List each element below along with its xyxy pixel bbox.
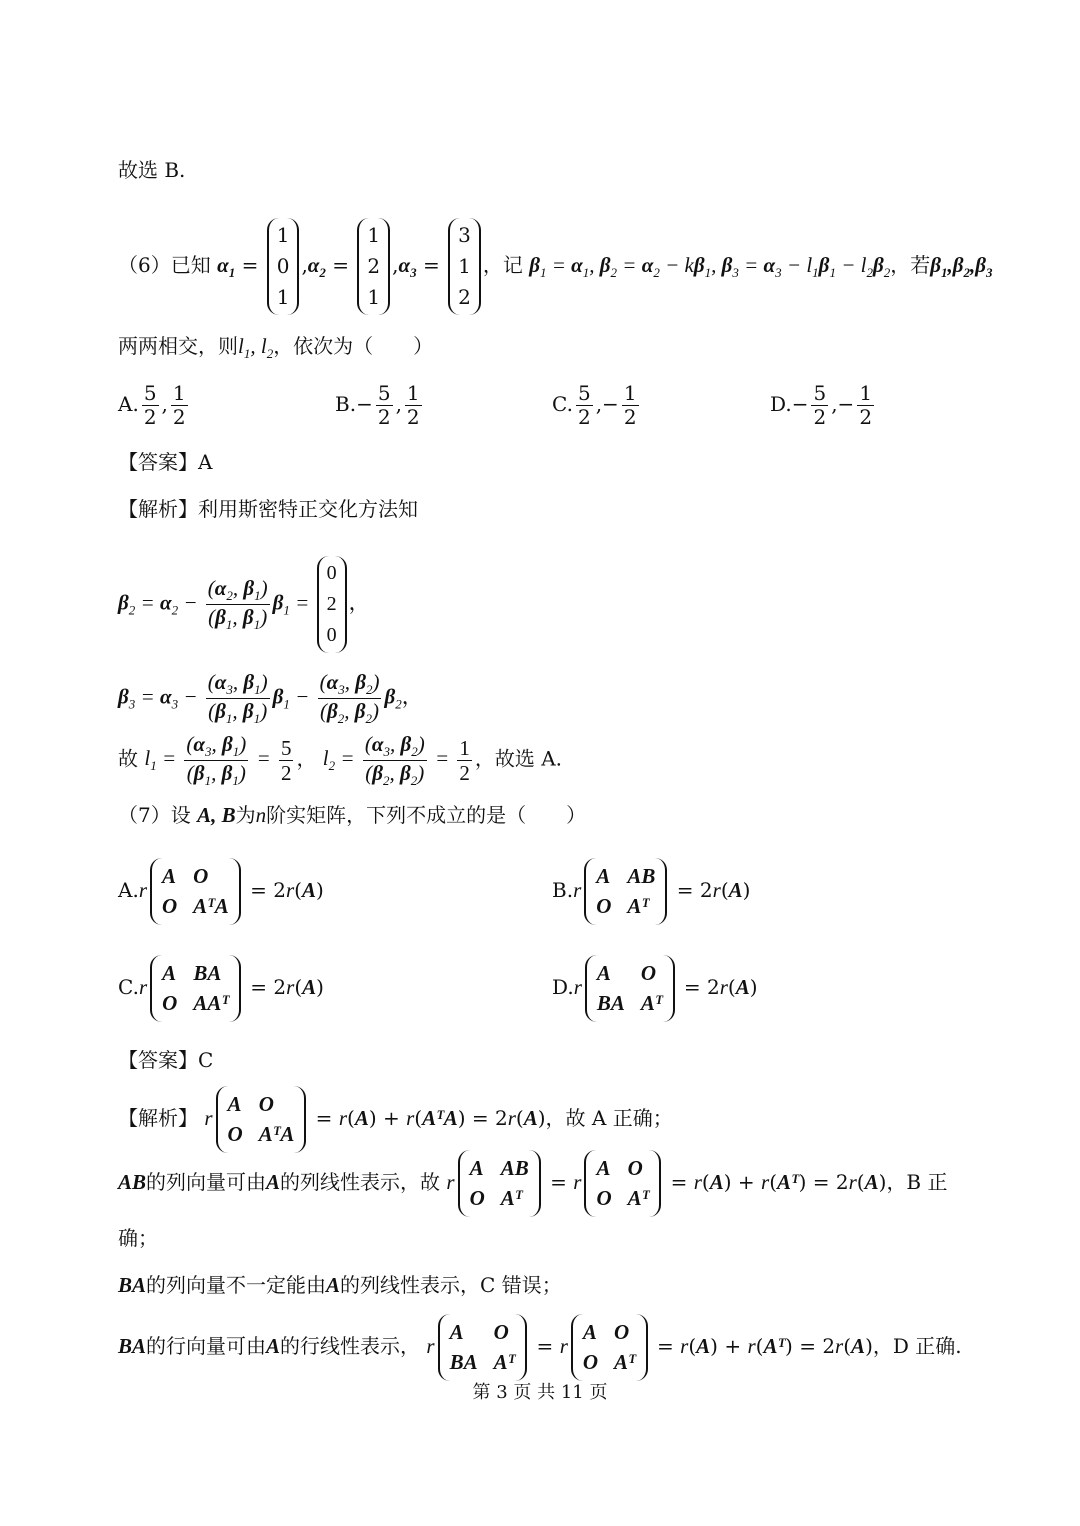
q6-analysis-intro — [118, 497, 418, 521]
alpha2-entry: 1 — [367, 285, 381, 309]
q6-stem-record: ，记 — [482, 253, 523, 277]
q7-a-line: ，故 A 正确； — [545, 1105, 673, 1130]
q7-analysis-a: 【解析】 r A O O AᵀA = r(A) + r(AᵀA) = 2r(A)，故 A 正确； — [118, 1086, 673, 1153]
q7-stem-pre: 设 — [170, 803, 191, 827]
q7-analysis-d: BA的行向量可由A的行线性表示， r A O BA Aᵀ = r A O O Aᵀ = r(A) + r(Aᵀ) = 2r(A)，D 正确. — [118, 1314, 962, 1381]
option-label: D. — [552, 974, 574, 999]
l1-l2-symbols: $l_1$, $l_2$ — [238, 334, 274, 362]
alpha2-vector — [357, 218, 390, 315]
q7-option-d: D.r A O BA Aᵀ = 2r(A) — [552, 955, 758, 1022]
q7-c-line-tail: 的列线性表示，C 错误； — [340, 1273, 562, 1297]
q7-b-line-pre: 的列向量可由 — [146, 1169, 267, 1194]
q7-option-a: A.r A O O AᵀA = 2r(A) — [118, 858, 324, 925]
option-label: C. — [118, 974, 139, 999]
q6-stem-line1: （6）已知 $\alpha_1$ = 1 0 1 $,\alpha_2$ = 1 2 1 $,\alpha_3$ = 3 1 2 ，记 $\beta_1 = \alpha_1$, $\beta_2 = \alpha_2 - k\beta_1$, $\beta_3 = \alpha_3 - l_1\beta_1 - l_2\beta_2$，若$\beta_1,\beta_2,\beta_3$ — [118, 218, 993, 315]
q7-number: （7） — [118, 803, 171, 827]
option-label: B. — [335, 392, 357, 416]
q7-b-line-tail: ，B 正 — [886, 1169, 948, 1194]
beta-definitions: $\beta_1 = \alpha_1$, $\beta_2 = \alpha_2 - k\beta_1$, $\beta_3 = \alpha_3 - l_1\beta_1 - l_2\beta_2$ — [529, 253, 891, 281]
alpha3-entry: 2 — [458, 285, 471, 309]
q6-stem-line2-tail: ，依次为（ ） — [273, 334, 434, 358]
alpha3-vector — [448, 218, 481, 315]
q6-number: （6） — [118, 253, 171, 277]
alpha2-entry: 2 — [367, 254, 381, 278]
option-matrix: A O O AᵀA — [150, 858, 241, 925]
q7-d-line-pre: 的行向量可由 — [146, 1333, 267, 1358]
beta2-entry: 2 — [326, 593, 337, 615]
answer-value: C — [198, 1048, 214, 1072]
analysis-intro-text: 利用斯密特正交化方法知 — [198, 497, 418, 521]
option-matrix: A AB O Aᵀ — [584, 858, 667, 925]
q6-stem-intro: 已知 — [170, 253, 211, 277]
option-label: D. — [770, 392, 792, 416]
alpha1-entry: 0 — [276, 254, 290, 278]
prev-conclusion — [118, 158, 185, 182]
answer-tag: 【答案】 — [118, 450, 198, 474]
q7-analysis-b: AB的列向量可由A的列线性表示，故 r A AB O Aᵀ = r A O O Aᵀ = r(A) + r(Aᵀ) = 2r(A)，B 正 — [118, 1150, 948, 1217]
q7-d-line-tail: ，D 正确. — [872, 1333, 962, 1358]
q6-stem-if: ，若 — [890, 253, 931, 277]
q6-stem-line2 — [118, 334, 433, 362]
alpha1-symbol: $\alpha_1$ — [217, 253, 236, 281]
option-label: A. — [118, 877, 139, 902]
q7-analysis-b-cont — [118, 1226, 158, 1250]
analysis-tag: 【解析】 — [118, 497, 198, 521]
alpha2-symbol: $\alpha_2$ — [307, 253, 326, 281]
option-label: A. — [118, 392, 139, 416]
answer-tag: 【答案】 — [118, 1048, 198, 1072]
alpha2-entry: 1 — [367, 223, 381, 247]
q7-c-line-pre: 的列向量不一定能由 — [146, 1273, 327, 1297]
q6-option-c: C. $\frac{5}{2}$ ,− $\frac{1}{2}$ — [552, 381, 637, 429]
alpha3-symbol: $\alpha_3$ — [398, 253, 417, 281]
q7-stem-mid: 为 — [235, 803, 256, 827]
q7-stem: （7）设 A, B为n阶实矩阵，下列不成立的是（ ） — [118, 803, 587, 827]
alpha1-entry: 1 — [276, 285, 290, 309]
beta-set: $\beta_1,\beta_2,\beta_3$ — [930, 253, 993, 281]
q7-b-line-cont: 确； — [118, 1226, 158, 1250]
option-matrix: A BA O AAᵀ — [150, 955, 241, 1022]
q6-option-b: B.− $\frac{5}{2}$ , $\frac{1}{2}$ — [335, 381, 420, 429]
q7-b-line-mid: 的列线性表示，故 — [280, 1169, 441, 1194]
q7-analysis-c: BA的列向量不一定能由A的列线性表示，C 错误； — [118, 1273, 562, 1297]
beta2-entry: 0 — [326, 624, 337, 646]
alpha1-entry: 1 — [276, 223, 290, 247]
answer-value: A — [198, 450, 213, 474]
analysis-tag: 【解析】 — [118, 1105, 198, 1130]
q7-stem-post: 阶实矩阵，下列不成立的是（ ） — [266, 803, 587, 827]
conclusion-prefix: 故 — [118, 746, 138, 771]
q6-stem-line2-text: 两两相交，则 — [118, 334, 238, 358]
alpha3-entry: 1 — [458, 254, 471, 278]
q6-conclusion: 故 $l_1$ = $\frac{(\alpha_3, \beta_1)}{(\beta_1, \beta_1)}$ = $\frac{5}{2}$ ， $l_2$ = $\frac{(\alpha_3, \beta_2)}{(\beta_2, \beta_2)}$ = $\frac{1}{2}$ ，故选 A. — [118, 732, 563, 789]
option-label: C. — [552, 392, 573, 416]
option-label: B. — [552, 877, 574, 902]
beta3-formula: $\beta_3 = \alpha_3$ − $\frac{(\alpha_3, \beta_1)}{(\beta_1, \beta_1)}$ $\beta_1$ − $\frac{(\alpha_3, \beta_2)}{(\beta_2, \beta_2)}$ $\beta_2$， — [118, 670, 423, 727]
q7-answer — [118, 1048, 213, 1072]
q7-option-c: C.r A BA O AAᵀ = 2r(A) — [118, 955, 324, 1022]
beta2-entry: 0 — [326, 562, 337, 584]
prev-conclusion-text: 故选 B. — [118, 158, 186, 182]
alpha1-vector — [267, 218, 300, 315]
q7-d-line-mid: 的行线性表示， — [280, 1333, 421, 1358]
page-footer — [0, 1378, 1080, 1404]
conclusion-tail: ，故选 A. — [474, 746, 563, 771]
q7-option-b: B.r A AB O Aᵀ = 2r(A) — [552, 858, 750, 925]
beta2-result-vector — [317, 556, 347, 653]
page-number-text: 第 3 页 共 11 页 — [472, 1382, 608, 1403]
q6-option-a: A. $\frac{5}{2}$ , $\frac{1}{2}$ — [118, 381, 186, 429]
option-matrix: A O BA Aᵀ — [585, 955, 675, 1022]
beta2-formula: $\beta_2 = \alpha_2$ − $\frac{(\alpha_2, \beta_1)}{(\beta_1, \beta_1)}$ $\beta_1$ = 0 2 0 ， — [118, 556, 370, 653]
q6-option-d: D.− $\frac{5}{2}$ ,− $\frac{1}{2}$ — [770, 381, 873, 429]
alpha3-entry: 3 — [458, 223, 471, 247]
q6-answer — [118, 450, 212, 474]
